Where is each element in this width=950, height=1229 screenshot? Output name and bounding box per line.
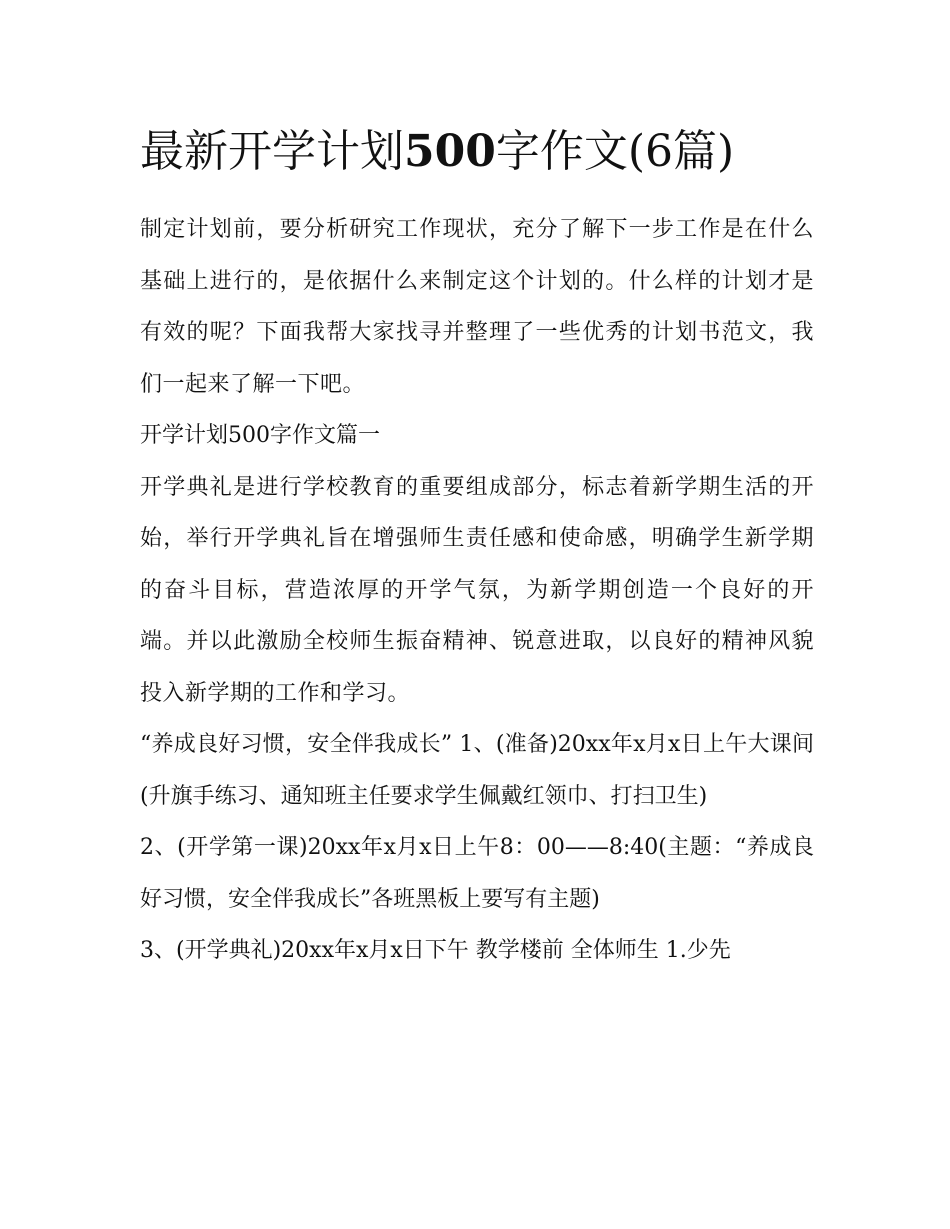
- title-part-2: 字作文(6篇): [495, 126, 735, 177]
- title-number: 500: [404, 126, 496, 177]
- schedule-item-1: “养成良好习惯，安全伴我成长” 1、(准备)20xx年x月x日上午大课间(升旗手练习、通知班主任要求学生佩戴红领巾、打扫卫生): [140, 732, 814, 809]
- schedule-item-3: 3、(开学典礼)20xx年x月x日下午 教学楼前 全体师生 1.少先: [140, 938, 731, 963]
- document-title: [140, 112, 760, 192]
- section-heading: 开学计划500字作文篇一: [140, 423, 380, 448]
- body-paragraph: 开学典礼是进行学校教育的重要组成部分，标志着新学期生活的开始，举行开学典礼旨在增强师生责任感和使命感，明确学生新学期的奋斗目标，营造浓厚的开学气氛，为新学期创造一个良好的开端。并以此激励全校师生振奋精神、锐意进取，以良好的精神风貌投入新学期的工作和学习。: [140, 474, 814, 706]
- schedule-item-2: 2、(开学第一课)20xx年x月x日上午8：00——8:40(主题：“养成良好习惯，安全伴我成长”各班黑板上要写有主题): [140, 835, 814, 912]
- intro-paragraph: 制定计划前，要分析研究工作现状，充分了解下一步工作是在什么基础上进行的，是依据什么来制定这个计划的。什么样的计划才是有效的呢？下面我帮大家找寻并整理了一些优秀的计划书范文，我们一起来了解一下吧。: [140, 217, 814, 397]
- title-part-1: 最新开学计划: [140, 126, 404, 177]
- document-body: [140, 112, 814, 977]
